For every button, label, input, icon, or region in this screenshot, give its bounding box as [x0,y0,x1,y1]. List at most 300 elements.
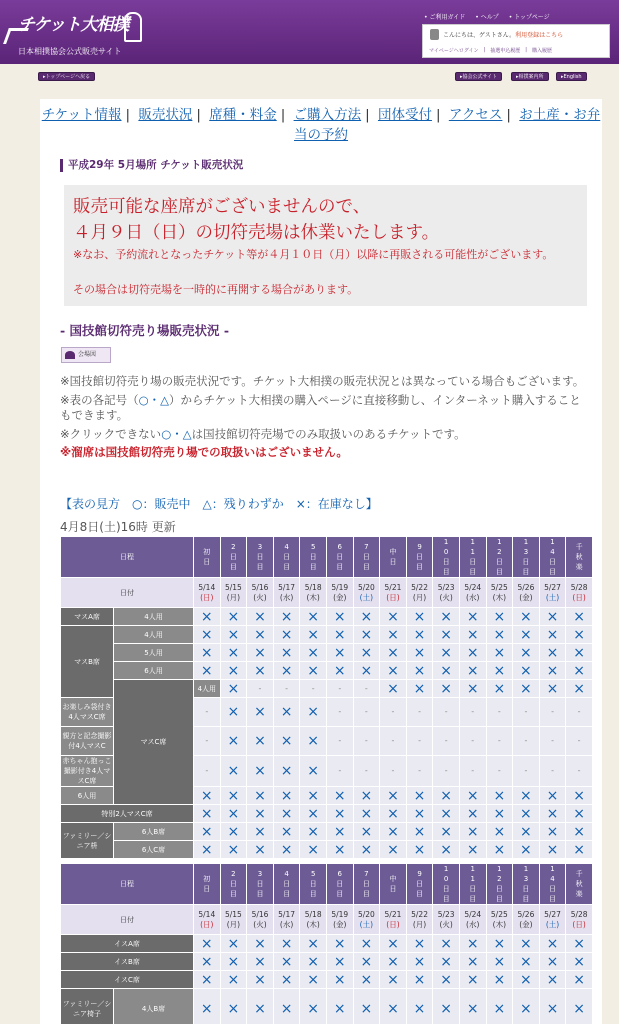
day-header: 1 0 日 目 [433,864,460,905]
status-none: - [326,756,353,787]
status-none: - [459,698,486,727]
status-soldout: × [247,626,274,644]
status-soldout: × [247,662,274,680]
status-soldout: × [486,841,513,859]
status-none: - [194,727,221,756]
status-soldout: × [300,841,327,859]
status-soldout: × [273,644,300,662]
status-soldout: × [433,608,460,626]
logo-subtitle: 日本相撲協会公式販売サイト [18,47,122,56]
register-link[interactable]: 利用登録はこちら [515,32,564,39]
status-soldout: × [353,805,380,823]
status-soldout: × [539,662,566,680]
date-cell: 5/22 (月) [406,578,433,608]
legend: 【表の見方 ○：販売中 △：残りわずか ×：在庫なし】 [60,497,378,511]
status-soldout: × [300,608,327,626]
status-soldout: × [273,787,300,805]
status-soldout: × [353,989,380,1024]
date-cell: 5/23 (火) [433,578,460,608]
section-title: 平成29年 5月場所 チケット販売状況 [60,159,243,172]
updated-time: 4月8日(土)16時 更新 [60,520,176,534]
notice-line-2: ４月９日（日）の切符売場は休業いたします。 [73,223,440,243]
status-soldout: × [220,935,247,953]
day-header: 1 4 日 目 [539,864,566,905]
status-soldout: × [300,727,327,756]
date-label: 日付 [61,905,194,935]
toppage-link[interactable]: • トップページ [508,14,550,21]
status-soldout: × [220,727,247,756]
status-soldout: × [326,989,353,1024]
status-soldout: × [273,935,300,953]
status-soldout: × [247,698,274,727]
date-cell: 5/22 (月) [406,905,433,935]
sumo-icon [65,351,75,359]
seat-sub: 5人用 [114,644,194,662]
status-none: - [406,727,433,756]
top-links [424,12,550,21]
status-soldout: × [459,935,486,953]
status-soldout: × [406,971,433,989]
status-soldout: × [459,971,486,989]
status-soldout: × [566,823,593,841]
day-header: 1 0 日 目 [433,537,460,578]
desc-p1: ※国技館切符売り場の販売状況です。チケット大相撲の販売状況とは異なっている場合もございます。 [60,374,585,388]
status-soldout: × [273,971,300,989]
day-header: 3 日 目 [247,537,274,578]
date-cell: 5/20 (土) [353,905,380,935]
date-cell: 5/18 (木) [300,905,327,935]
status-soldout: × [513,953,540,971]
status-soldout: × [513,626,540,644]
purchase-history-link[interactable]: 購入履歴 [531,48,552,54]
status-soldout: × [539,953,566,971]
status-soldout: × [247,953,274,971]
status-none: - [380,727,407,756]
date-cell: 5/27 (土) [539,578,566,608]
nav-sales-status[interactable]: 販売状況 [138,107,193,123]
day-header: 1 1 日 目 [459,864,486,905]
nav-seat-price[interactable]: 席種・料金 [209,107,277,123]
status-none: - [513,756,540,787]
status-none: - [539,727,566,756]
status-soldout: × [300,935,327,953]
day-header: 4 日 目 [273,537,300,578]
status-none: - [486,698,513,727]
status-none: - [247,680,274,698]
status-soldout: × [406,626,433,644]
status-soldout: × [220,953,247,971]
status-soldout: × [406,644,433,662]
status-soldout: × [380,989,407,1024]
status-none: - [194,698,221,727]
status-soldout: × [459,608,486,626]
status-none: - [353,680,380,698]
site-logo[interactable] [6,8,146,58]
status-soldout: × [194,971,221,989]
status-none: - [326,680,353,698]
status-soldout: × [539,680,566,698]
seat-sub: 6人用 [114,662,194,680]
status-soldout: × [406,787,433,805]
status-none: - [486,756,513,787]
nav-souvenir[interactable]: お土産・お弁当の予約 [294,107,601,143]
status-none: - [433,727,460,756]
status-soldout: × [194,805,221,823]
day-header: 2 日 目 [220,537,247,578]
status-soldout: × [566,935,593,953]
status-soldout: × [433,644,460,662]
day-header: 千 秋 楽 [566,864,593,905]
seat-sub: 6人B席 [114,823,194,841]
schedule-label: 日程 [61,537,194,578]
seat-sub: 4人B席 [114,989,194,1024]
status-soldout: × [406,823,433,841]
status-soldout: × [459,805,486,823]
status-soldout: × [486,971,513,989]
status-soldout: × [247,644,274,662]
seat-sub: 4人用 [194,680,221,698]
status-soldout: × [380,680,407,698]
seat-group: イスA席 [61,935,194,953]
status-soldout: × [433,935,460,953]
guide-link[interactable]: • ご利用ガイド [424,14,466,21]
status-soldout: × [247,756,274,787]
status-soldout: × [566,680,593,698]
status-soldout: × [300,698,327,727]
status-none: - [326,727,353,756]
status-soldout: × [247,989,274,1024]
nav-access[interactable]: アクセス [448,107,503,123]
status-none: - [380,698,407,727]
status-soldout: × [406,935,433,953]
status-soldout: × [273,953,300,971]
status-soldout: × [566,626,593,644]
logo-title: チケット大相撲 [18,15,129,35]
status-soldout: × [406,608,433,626]
status-soldout: × [566,787,593,805]
date-cell: 5/17 (水) [273,905,300,935]
status-soldout: × [406,953,433,971]
status-soldout: × [247,841,274,859]
date-cell: 5/26 (金) [513,578,540,608]
greeting-text: こんにちは、ゲストさん。 [443,32,516,39]
day-header: 5 日 目 [300,537,327,578]
status-soldout: × [380,823,407,841]
status-soldout: × [380,805,407,823]
day-header: 1 1 日 目 [459,537,486,578]
status-soldout: × [194,989,221,1024]
status-soldout: × [513,935,540,953]
nav-how-to-buy[interactable]: ご購入方法 [293,107,362,123]
status-soldout: × [300,787,327,805]
status-soldout: × [539,805,566,823]
notice-line-3: ※なお、予約流れとなったチケット等が４月１０日（月）以降に再販される可能性がございます。 [73,248,554,261]
status-soldout: × [459,841,486,859]
status-soldout: × [486,644,513,662]
mypage-login-link[interactable]: マイページへログイン [429,48,479,54]
association-site-button[interactable]: ▸協会公式サイト [455,72,502,81]
status-soldout: × [194,626,221,644]
status-soldout: × [326,823,353,841]
status-none: - [459,756,486,787]
status-soldout: × [220,787,247,805]
help-link[interactable]: • ヘルプ [475,14,499,21]
desc-p4: ※溜席は国技館切符売り場での取扱いはございません。 [60,445,348,459]
status-soldout: × [247,935,274,953]
back-to-top-button[interactable]: ▸トップページへ戻る [38,72,95,81]
status-soldout: × [380,787,407,805]
day-header: 3 日 目 [247,864,274,905]
status-soldout: × [326,805,353,823]
status-soldout: × [406,662,433,680]
status-soldout: × [220,823,247,841]
status-soldout: × [247,608,274,626]
status-none: - [539,698,566,727]
status-soldout: × [380,841,407,859]
status-soldout: × [486,662,513,680]
status-none: - [459,727,486,756]
status-soldout: × [380,644,407,662]
date-cell: 5/28 (日) [566,905,593,935]
notice-box [64,185,587,306]
status-soldout: × [220,971,247,989]
date-cell: 5/18 (木) [300,578,327,608]
status-soldout: × [273,805,300,823]
status-soldout: × [247,787,274,805]
day-header: 千 秋 楽 [566,537,593,578]
date-cell: 5/26 (金) [513,905,540,935]
day-header: 7 日 目 [353,864,380,905]
seat-group: 特別2人マスC席 [61,805,194,823]
status-soldout: × [513,841,540,859]
status-soldout: × [433,989,460,1024]
status-none: - [513,698,540,727]
user-icon [430,29,439,40]
status-soldout: × [486,626,513,644]
status-soldout: × [273,989,300,1024]
status-soldout: × [486,953,513,971]
status-soldout: × [566,662,593,680]
status-soldout: × [220,989,247,1024]
status-none: - [406,756,433,787]
status-soldout: × [459,662,486,680]
status-soldout: × [486,608,513,626]
status-soldout: × [433,662,460,680]
status-soldout: × [539,935,566,953]
content-card [40,99,602,1024]
status-soldout: × [433,680,460,698]
status-none: - [273,680,300,698]
seat-sub: 6人用 [61,787,114,805]
day-header: 9 日 目 [406,537,433,578]
status-soldout: × [459,644,486,662]
status-soldout: × [273,608,300,626]
venue-map-button[interactable]: 会場図 [61,347,111,363]
status-none: - [406,698,433,727]
status-soldout: × [433,953,460,971]
status-soldout: × [459,823,486,841]
status-soldout: × [539,626,566,644]
day-header: 9 日 目 [406,864,433,905]
status-soldout: × [380,953,407,971]
status-soldout: × [300,971,327,989]
status-soldout: × [273,756,300,787]
status-soldout: × [486,680,513,698]
status-soldout: × [247,805,274,823]
status-soldout: × [300,644,327,662]
status-soldout: × [194,787,221,805]
status-soldout: × [566,989,593,1024]
seat-group: マスC席 [114,680,194,805]
seat-sub: 4人用 [114,626,194,644]
status-soldout: × [326,841,353,859]
status-soldout: × [513,608,540,626]
seat-group: ファミリー／シニア枡 [61,823,114,859]
status-soldout: × [273,823,300,841]
status-soldout: × [433,805,460,823]
date-cell: 5/21 (日) [380,905,407,935]
status-soldout: × [513,787,540,805]
seat-sub: 赤ちゃん抱っこ撮影付き4人マスC席 [62,757,112,785]
day-header: 初 日 [194,537,221,578]
status-soldout: × [194,644,221,662]
status-soldout: × [539,841,566,859]
status-soldout: × [273,727,300,756]
status-none: - [353,756,380,787]
status-soldout: × [566,971,593,989]
status-soldout: × [326,935,353,953]
date-cell: 5/23 (火) [433,905,460,935]
seat-sub: 6人C席 [114,841,194,859]
day-header: 1 4 日 目 [539,537,566,578]
day-header: 7 日 目 [353,537,380,578]
date-cell: 5/21 (日) [380,578,407,608]
status-soldout: × [433,823,460,841]
status-soldout: × [194,823,221,841]
status-soldout: × [194,608,221,626]
status-soldout: × [220,680,247,698]
date-cell: 5/14 (日) [194,905,221,935]
status-soldout: × [353,823,380,841]
status-none: - [194,756,221,787]
status-soldout: × [513,823,540,841]
day-header: 6 日 目 [326,864,353,905]
sumo-guide-button[interactable]: ▸相撲案内所 [511,72,549,81]
status-soldout: × [273,698,300,727]
kokugikan-title: - 国技館切符売り場販売状況 - [60,323,230,338]
status-soldout: × [486,989,513,1024]
date-cell: 5/19 (金) [326,578,353,608]
status-soldout: × [273,841,300,859]
status-soldout: × [539,823,566,841]
status-soldout: × [433,787,460,805]
status-soldout: × [273,626,300,644]
status-none: - [513,727,540,756]
status-soldout: × [486,787,513,805]
status-soldout: × [220,662,247,680]
status-soldout: × [566,644,593,662]
day-header: 4 日 目 [273,864,300,905]
english-button[interactable]: ▸English [556,72,587,81]
status-soldout: × [513,662,540,680]
status-soldout: × [353,953,380,971]
seat-group: マスA席 [61,608,114,626]
date-cell: 5/19 (金) [326,905,353,935]
status-soldout: × [220,644,247,662]
status-soldout: × [353,971,380,989]
status-soldout: × [353,787,380,805]
date-cell: 5/24 (水) [459,905,486,935]
status-soldout: × [353,662,380,680]
day-header: 初 日 [194,864,221,905]
seat-sub: 4人用 [114,608,194,626]
schedule-label: 日程 [61,864,194,905]
status-soldout: × [566,953,593,971]
date-cell: 5/14 (日) [194,578,221,608]
status-soldout: × [539,989,566,1024]
nav-ticket-info[interactable]: チケット情報 [41,107,122,123]
status-none: - [539,756,566,787]
status-soldout: × [459,787,486,805]
status-soldout: × [300,953,327,971]
status-none: - [433,698,460,727]
status-soldout: × [459,626,486,644]
status-soldout: × [300,805,327,823]
status-none: - [433,756,460,787]
status-soldout: × [220,698,247,727]
status-soldout: × [194,662,221,680]
notice-line-4: その場合は切符売場を一時的に再開する場合があります。 [73,283,359,296]
seat-sub: 親方と記念撮影付4人マスC [61,727,114,756]
status-soldout: × [326,953,353,971]
status-none: - [486,727,513,756]
status-soldout: × [300,989,327,1024]
status-none: - [380,756,407,787]
status-soldout: × [486,823,513,841]
seat-group: マスB席 [61,626,114,698]
status-soldout: × [353,608,380,626]
status-soldout: × [220,841,247,859]
sub-bar [0,68,619,82]
status-soldout: × [380,608,407,626]
nav-group[interactable]: 団体受付 [377,107,432,123]
status-soldout: × [300,823,327,841]
status-soldout: × [353,935,380,953]
status-soldout: × [406,805,433,823]
status-soldout: × [513,971,540,989]
notice-line-1: 販売可能な座席がございませんので、 [73,197,371,217]
status-soldout: × [220,805,247,823]
status-soldout: × [380,626,407,644]
status-none: - [566,756,593,787]
day-header: 中 日 [380,864,407,905]
date-cell: 5/15 (月) [220,578,247,608]
status-soldout: × [380,971,407,989]
seat-group: イスC席 [61,971,194,989]
status-soldout: × [220,626,247,644]
status-soldout: × [513,989,540,1024]
status-none: - [353,727,380,756]
lottery-history-link[interactable]: 抽選申込履歴 [490,48,521,54]
desc-p3: ※クリックできない○・△は国技館切符売場でのみ取扱いのあるチケットです。 [60,426,466,441]
status-soldout: × [300,626,327,644]
main-nav: チケット情報 | 販売状況 | 席種・料金 | ご購入方法 | 団体受付 | アクセス | お土産・お弁当の予約 [41,107,601,143]
status-soldout: × [539,608,566,626]
day-header: 1 3 日 目 [513,537,540,578]
date-cell: 5/16 (火) [247,905,274,935]
status-soldout: × [566,608,593,626]
status-none: - [353,698,380,727]
